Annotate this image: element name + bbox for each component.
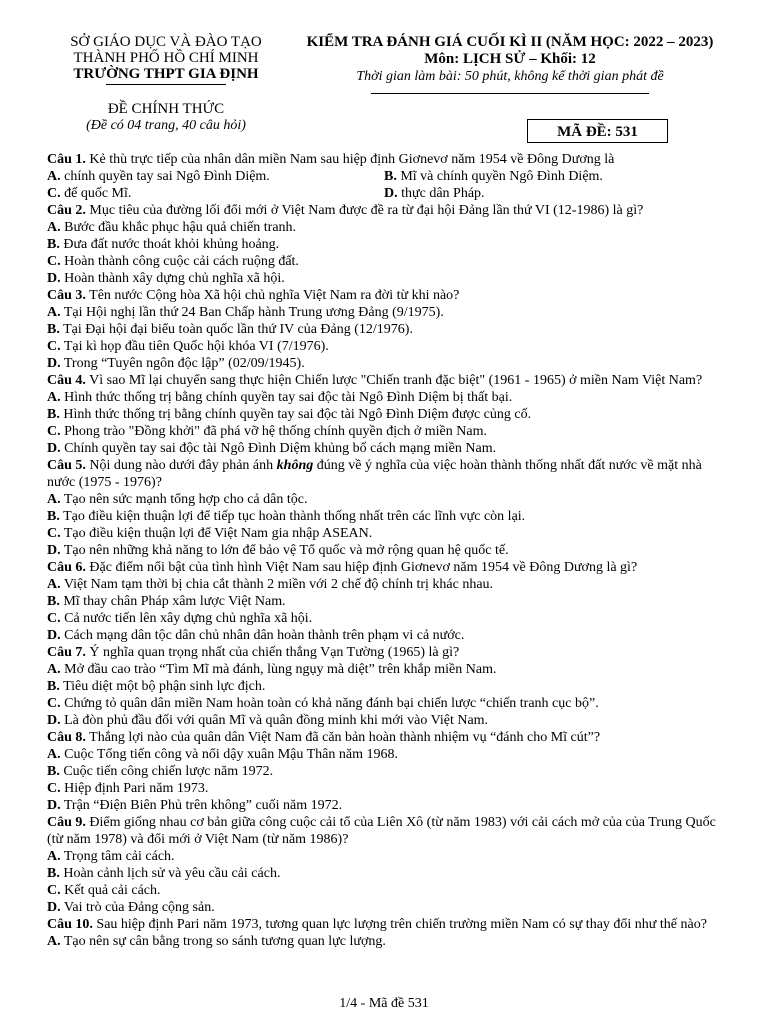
option-key: D. <box>47 543 61 558</box>
official-label: ĐỀ CHÍNH THỨC <box>107 101 225 117</box>
answer-option <box>47 270 727 287</box>
option-key: D. <box>47 900 61 915</box>
question-number: Câu 6. <box>47 560 86 575</box>
question-item <box>47 372 727 457</box>
option-text: thực dân Pháp. <box>397 186 485 201</box>
option-key: D. <box>384 186 398 201</box>
question-item <box>47 457 727 559</box>
option-key: C. <box>47 696 61 711</box>
question-number: Câu 3. <box>47 288 86 303</box>
question-number: Câu 10. <box>47 917 93 932</box>
answer-option <box>47 542 727 559</box>
answer-option <box>47 627 727 644</box>
option-key: A. <box>47 492 61 507</box>
issuer-block <box>30 34 302 85</box>
school-name: TRƯỜNG THPT GIA ĐỊNH <box>73 66 259 82</box>
option-text: Cách mạng dân tộc dân chủ nhân dân hoàn thành trên phạm vi cả nước. <box>60 628 465 643</box>
option-text: Cuộc tiến công chiến lược năm 1972. <box>59 764 274 779</box>
option-text: chính quyền tay sai Ngô Đình Diệm. <box>60 169 270 184</box>
answer-option <box>47 321 727 338</box>
option-text: Là đòn phủ đầu đối với quân Mĩ và quân đồng minh khi mới vào Việt Nam. <box>60 713 489 728</box>
question-text-part: đúng về ý nghĩa của việc hoàn thành thống nhất đất nước về mặt nhà nước (1975 - 1976)? <box>47 458 702 490</box>
question-item <box>47 644 727 729</box>
option-key: D. <box>47 271 61 286</box>
option-text: Tiêu diệt một bộ phận sinh lực địch. <box>59 679 266 694</box>
option-text: Hoàn thành xây dựng chủ nghĩa xã hội. <box>60 271 285 286</box>
option-text: Phong trào "Đồng khởi" đã phá vỡ hệ thống chính quyền địch ở miền Nam. <box>60 424 487 439</box>
option-text: Hình thức thống trị bằng chính quyền tay sai độc tài Ngô Đình Diệm bị thất bại. <box>60 390 513 405</box>
option-key: D. <box>47 713 61 728</box>
question-text: Thắng lợi nào của quân dân Việt Nam đã căn bản hoàn thành nhiệm vụ “đánh cho Mĩ cút”? <box>89 730 601 745</box>
question-stem <box>47 287 727 304</box>
exam-title: KIỂM TRA ĐÁNH GIÁ CUỐI KÌ II (NĂM HỌC: 2022 – 2023) <box>306 34 714 50</box>
answer-option <box>47 508 727 525</box>
question-stem <box>47 916 727 933</box>
school-underline <box>106 84 226 85</box>
option-key: D. <box>47 441 61 456</box>
answer-option <box>384 185 721 202</box>
answer-option <box>47 661 727 678</box>
option-text: Chính quyền tay sai độc tài Ngô Đình Diệm khủng bố cách mạng miền Nam. <box>60 441 497 456</box>
option-row <box>47 168 727 185</box>
option-key: A. <box>47 662 61 677</box>
option-key: D. <box>47 628 61 643</box>
option-text: Việt Nam tạm thời bị chia cắt thành 2 miền với 2 chế độ chính trị khác nhau. <box>60 577 494 592</box>
question-item <box>47 287 727 372</box>
answer-option <box>47 780 727 797</box>
answer-option <box>47 848 727 865</box>
option-text: Tại kì họp đầu tiên Quốc hội khóa VI (7/1976). <box>60 339 329 354</box>
option-text: Tạo điều kiện thuận lợi để tiếp tục hoàn thành thống nhất trên các lĩnh vực còn lại. <box>59 509 526 524</box>
question-item <box>47 729 727 814</box>
question-item <box>47 151 727 202</box>
answer-option <box>47 491 727 508</box>
department-line-1: SỞ GIÁO DỤC VÀ ĐÀO TẠO <box>70 34 262 50</box>
option-key: B. <box>47 509 60 524</box>
answer-option <box>384 168 721 185</box>
option-text: Tạo nên sức mạnh tổng hợp cho cả dân tộc. <box>60 492 308 507</box>
option-key: C. <box>47 781 61 796</box>
option-text: Cuộc Tổng tiến công và nổi dậy xuân Mậu Thân năm 1968. <box>60 747 398 762</box>
answer-option <box>47 899 727 916</box>
page-footer: 1/4 - Mã đề 531 <box>339 996 429 1011</box>
option-key: C. <box>47 883 61 898</box>
question-item <box>47 202 727 287</box>
answer-option <box>47 678 727 695</box>
answer-option <box>47 865 727 882</box>
option-text: Trọng tâm cải cách. <box>60 849 175 864</box>
question-number: Câu 2. <box>47 203 86 218</box>
answer-option <box>47 763 727 780</box>
answer-option <box>47 389 727 406</box>
question-text: Vì sao Mĩ lại chuyển sang thực hiện Chiến lược "Chiến tranh đặc biệt" (1961 - 1965) ở miền Nam Việt Nam? <box>89 373 703 388</box>
answer-option <box>47 423 727 440</box>
option-key: B. <box>47 866 60 881</box>
answer-option <box>47 576 727 593</box>
option-text: Cả nước tiến lên xây dựng chủ nghĩa xã hội. <box>60 611 313 626</box>
answer-option <box>47 236 727 253</box>
option-key: C. <box>47 526 61 541</box>
option-text: Hoàn thành công cuộc cải cách ruộng đất. <box>60 254 299 269</box>
option-key: B. <box>47 679 60 694</box>
question-number: Câu 5. <box>47 458 86 473</box>
option-text: Vai trò của Đảng cộng sản. <box>60 900 215 915</box>
option-key: D. <box>47 356 61 371</box>
answer-option <box>47 355 727 372</box>
option-key: B. <box>47 407 60 422</box>
answer-option <box>47 219 727 236</box>
question-number: Câu 8. <box>47 730 86 745</box>
option-text: Mĩ và chính quyền Ngô Đình Diệm. <box>396 169 603 184</box>
option-text: Tạo nên những khả năng to lớn để bảo vệ Tổ quốc và mở rộng quan hệ quốc tế. <box>60 543 509 558</box>
option-key: C. <box>47 424 61 439</box>
option-key: B. <box>47 237 60 252</box>
option-text: Mĩ thay chân Pháp xâm lược Việt Nam. <box>59 594 286 609</box>
option-text: Bước đầu khắc phục hậu quả chiến tranh. <box>60 220 297 235</box>
option-key: B. <box>47 322 60 337</box>
question-number: Câu 1. <box>47 152 86 167</box>
option-row <box>47 185 727 202</box>
answer-option <box>47 882 727 899</box>
answer-option <box>47 593 727 610</box>
option-text: Mở đầu cao trào “Tìm Mĩ mà đánh, lùng ngụy mà diệt” trên khắp miền Nam. <box>60 662 497 677</box>
option-text: Tạo nên sự cân bằng trong so sánh tương quan lực lượng. <box>60 934 386 949</box>
question-number: Câu 9. <box>47 815 86 830</box>
exam-code-box: MÃ ĐỀ: 531 <box>527 119 668 143</box>
question-text: Ý nghĩa quan trọng nhất của chiến thắng Vạn Tường (1965) là gì? <box>89 645 460 660</box>
option-key: A. <box>47 305 61 320</box>
question-text: Sau hiệp định Pari năm 1973, tương quan lực lượng trên chiến trường miền Nam có sự thay đổi như thế nào? <box>96 917 707 932</box>
option-key: B. <box>47 594 60 609</box>
exam-header-block <box>275 34 745 94</box>
answer-option <box>47 933 727 950</box>
option-key: A. <box>47 390 61 405</box>
option-text: Hiệp định Pari năm 1973. <box>60 781 209 796</box>
answer-option <box>47 712 727 729</box>
question-stem <box>47 644 727 661</box>
question-stem <box>47 372 727 389</box>
department-line-2: THÀNH PHỐ HỒ CHÍ MINH <box>73 50 259 66</box>
question-text-emphasis: không <box>276 458 314 473</box>
question-list <box>47 151 727 950</box>
answer-option <box>47 440 727 457</box>
option-text: Tạo điều kiện thuận lợi để Việt Nam gia nhập ASEAN. <box>60 526 373 541</box>
question-text: Mục tiêu của đường lối đổi mới ở Việt Nam được đề ra từ đại hội Đảng lần thứ VI (12-1986) là gì? <box>89 203 644 218</box>
answer-option <box>47 406 727 423</box>
question-stem <box>47 202 727 219</box>
question-item <box>47 916 727 950</box>
answer-option <box>47 168 384 185</box>
question-stem <box>47 151 727 168</box>
option-text: Đưa đất nước thoát khỏi khủng hoảng. <box>59 237 280 252</box>
question-text-part: Nội dung nào dưới đây phản ánh <box>89 458 277 473</box>
option-key: A. <box>47 220 61 235</box>
time-underline <box>371 93 649 94</box>
option-text: đế quốc Mĩ. <box>60 186 132 201</box>
official-label-block <box>30 101 302 133</box>
option-key: C. <box>47 611 61 626</box>
question-text: Tên nước Cộng hòa Xã hội chủ nghĩa Việt Nam ra đời từ khi nào? <box>89 288 460 303</box>
option-key: C. <box>47 186 61 201</box>
question-text: Kẻ thù trực tiếp của nhân dân miền Nam sau hiệp định Giơnevơ năm 1954 về Đông Dương là <box>89 152 615 167</box>
answer-option <box>47 797 727 814</box>
option-text: Kết quả cải cách. <box>60 883 161 898</box>
question-text: Đặc điểm nổi bật của tình hình Việt Nam sau hiệp định Giơnevơ năm 1954 về Đông Dương là gì? <box>89 560 638 575</box>
question-number: Câu 4. <box>47 373 86 388</box>
option-text: Trận “Điện Biên Phủ trên không” cuối năm 1972. <box>60 798 343 813</box>
option-key: C. <box>47 339 61 354</box>
question-item <box>47 559 727 644</box>
option-text: Hình thức thống trị bằng chính quyền tay sai độc tài Ngô Đình Diệm được củng cố. <box>59 407 532 422</box>
answer-option <box>47 525 727 542</box>
option-key: B. <box>384 169 397 184</box>
option-key: A. <box>47 169 61 184</box>
pages-note: (Đề có 04 trang, 40 câu hỏi) <box>86 118 246 133</box>
option-key: A. <box>47 849 61 864</box>
option-text: Hoàn cảnh lịch sử và yêu cầu cải cách. <box>59 866 281 881</box>
question-item <box>47 814 727 916</box>
option-text: Trong “Tuyên ngôn độc lập” (02/09/1945). <box>60 356 305 371</box>
answer-option <box>47 304 727 321</box>
option-key: A. <box>47 747 61 762</box>
option-text: Tại Hội nghị lần thứ 24 Ban Chấp hành Trung ương Đảng (9/1975). <box>60 305 444 320</box>
answer-option <box>47 253 727 270</box>
time-note: Thời gian làm bài: 50 phút, không kể thời gian phát đề <box>356 69 664 84</box>
answer-option <box>47 695 727 712</box>
question-text: Điểm giống nhau cơ bản giữa công cuộc cải tổ của Liên Xô (từ năm 1983) với cải cách mở của của Trung Quốc (từ năm 1978) và đổi mới ở Việt Nam (từ năm 1986)? <box>47 815 716 847</box>
question-stem <box>47 814 727 848</box>
option-key: C. <box>47 254 61 269</box>
option-key: A. <box>47 934 61 949</box>
answer-option <box>47 610 727 627</box>
option-key: D. <box>47 798 61 813</box>
question-stem <box>47 457 727 491</box>
question-stem <box>47 559 727 576</box>
option-text: Tại Đại hội đại biểu toàn quốc lần thứ IV của Đảng (12/1976). <box>59 322 413 337</box>
subject-line: Môn: LỊCH SỬ – Khối: 12 <box>424 51 596 67</box>
option-key: B. <box>47 764 60 779</box>
question-number: Câu 7. <box>47 645 86 660</box>
answer-option <box>47 746 727 763</box>
option-text: Chứng tỏ quân dân miền Nam hoàn toàn có khả năng đánh bại chiến lược “chiến tranh cục bộ”. <box>60 696 599 711</box>
answer-option <box>47 338 727 355</box>
question-stem <box>47 729 727 746</box>
option-key: A. <box>47 577 61 592</box>
answer-option <box>47 185 384 202</box>
